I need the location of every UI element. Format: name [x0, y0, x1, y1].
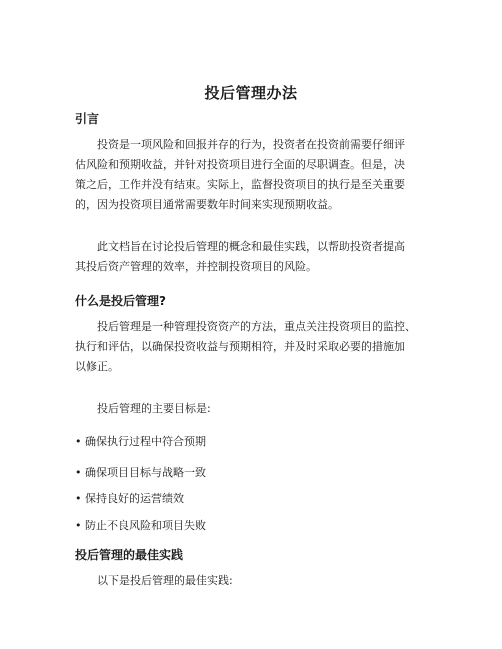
list-item: [75, 464, 206, 480]
bullet-icon: •: [75, 519, 82, 532]
what-is-paragraph-1: [75, 317, 435, 377]
paragraph-line: 策之后，工作并没有结束。实际上，监督投资项目的执行是至关重要: [75, 178, 405, 191]
paragraph-line: 其投后资产管理的效率，并控制投资项目的风险。: [75, 260, 317, 273]
paragraph-line: 以修正。: [75, 360, 119, 373]
paragraph-line: 投后管理的主要目标是:: [97, 402, 211, 415]
best-practices-paragraph-1: [75, 571, 435, 591]
intro-paragraph-1: [75, 135, 435, 215]
document-title: 投后管理办法: [204, 84, 298, 102]
list-item: [75, 433, 206, 449]
section-heading-what-is: 什么是投后管理?: [75, 294, 166, 308]
paragraph-line: 投后管理是一种管理投资资产的方法，重点关注投资项目的监控、: [97, 320, 416, 333]
paragraph-line: 执行和评估，以确保投资收益与预期相符，并及时采取必要的措施加: [75, 340, 405, 353]
intro-paragraph-2: [75, 237, 435, 277]
bullet-icon: •: [75, 435, 82, 448]
bullet-icon: •: [75, 466, 82, 479]
list-item-text: 确保项目目标与战略一致: [85, 466, 206, 479]
section-heading-best-practices: 投后管理的最佳实践: [75, 548, 184, 562]
list-item: [75, 490, 184, 506]
paragraph-line: 投资是一项风险和回报并存的行为，投资者在投资前需要仔细评: [97, 138, 405, 151]
paragraph-line: 以下是投后管理的最佳实践:: [97, 574, 233, 587]
paragraph-line: 估风险和预期收益，并针对投资项目进行全面的尽职调查。但是，决: [75, 158, 405, 171]
paragraph-line: 此文档旨在讨论投后管理的概念和最佳实践，以帮助投资者提高: [97, 240, 405, 253]
paragraph-line: 的，因为投资项目通常需要数年时间来实现预期收益。: [75, 198, 339, 211]
list-item: [75, 517, 206, 533]
list-item-text: 防止不良风险和项目失败: [85, 519, 206, 532]
section-heading-intro: 引言: [75, 112, 100, 126]
list-item-text: 保持良好的运营绩效: [85, 492, 184, 505]
bullet-icon: •: [75, 492, 82, 505]
what-is-paragraph-2: [75, 399, 435, 419]
list-item-text: 确保执行过程中符合预期: [85, 435, 206, 448]
